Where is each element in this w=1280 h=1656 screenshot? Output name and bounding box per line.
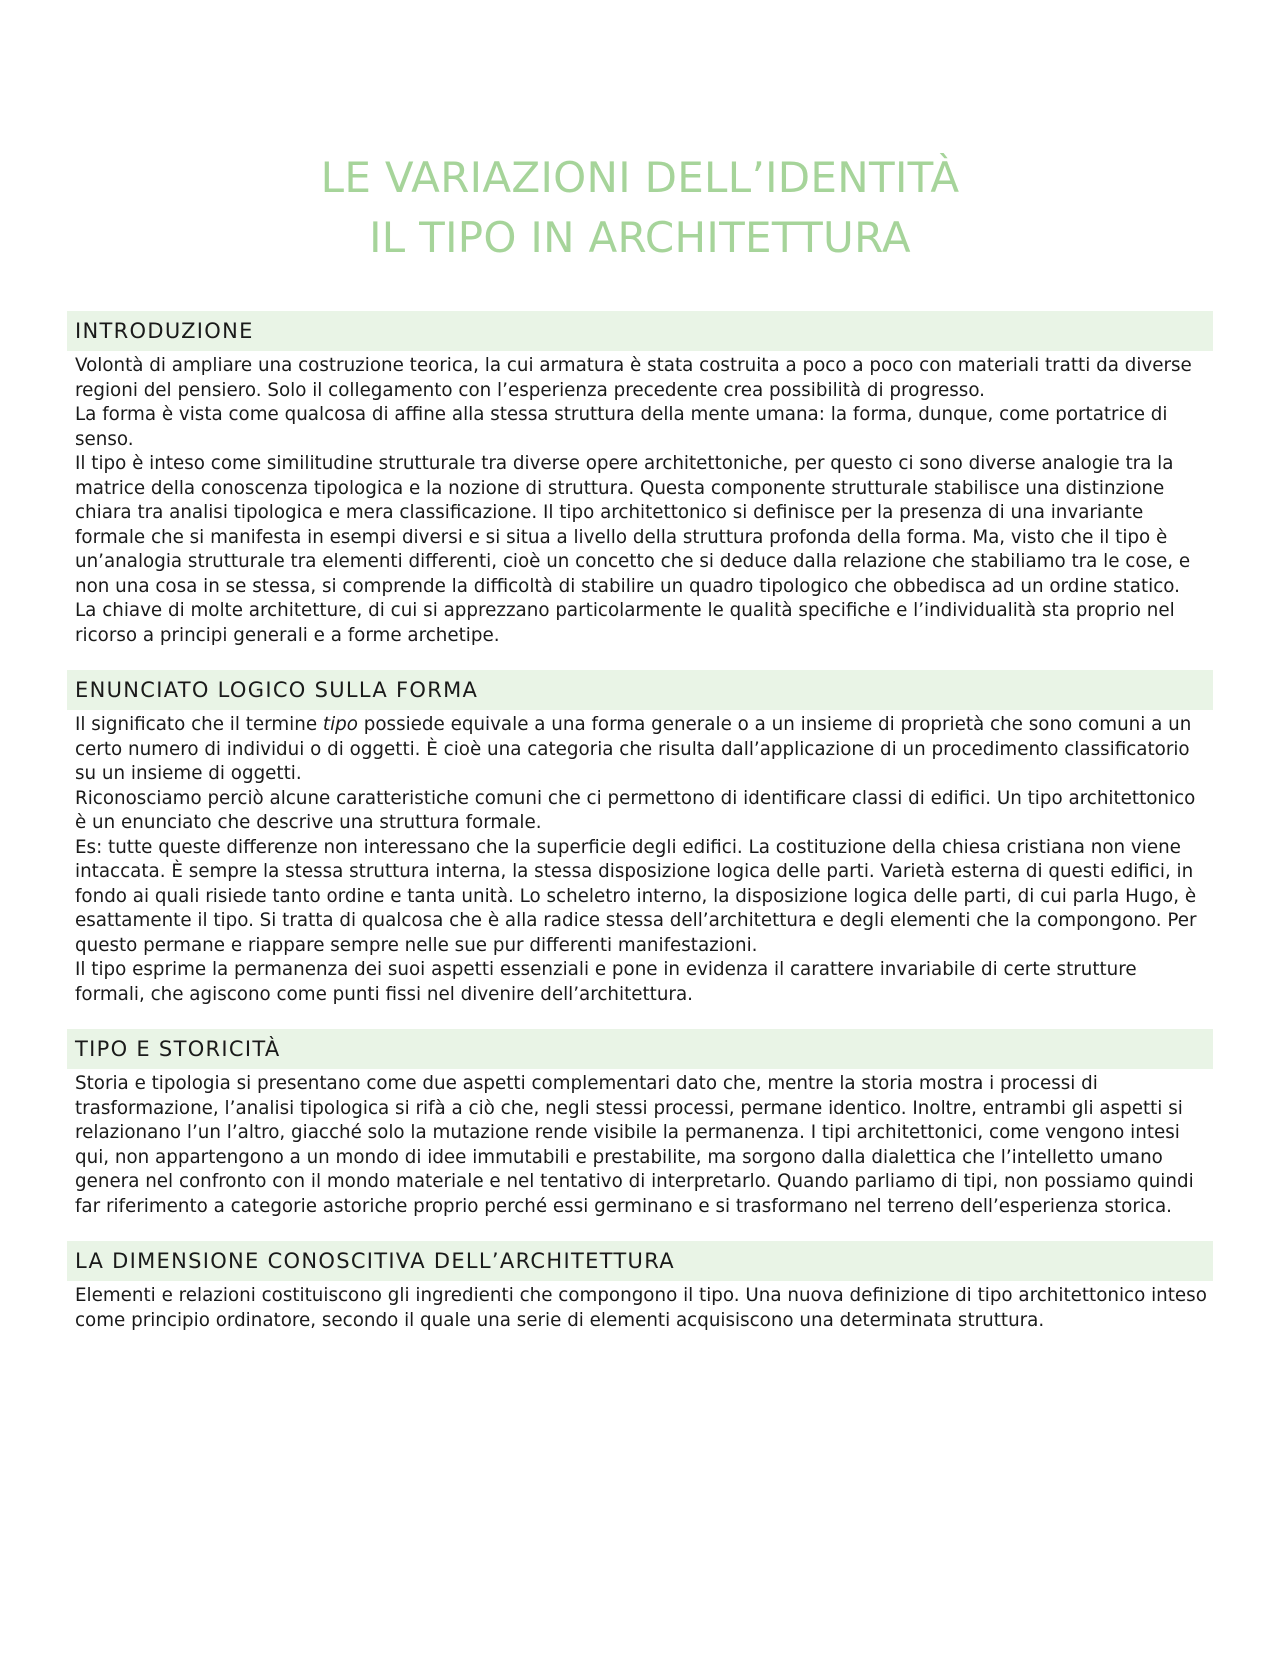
section-tipo-e-storicita bbox=[67, 1029, 1213, 1219]
page-title bbox=[0, 148, 1280, 268]
title-line-1: LE VARIAZIONI DELL’IDENTITÀ bbox=[320, 153, 960, 202]
section-introduzione bbox=[67, 311, 1213, 648]
paragraph-text: possiede equivale a una forma generale o a un insieme di proprietà che sono comuni a un certo numero di individui o di oggetti. È cioè una categoria che risulta dall’applicazione di un procedimento classificatorio su un insieme di oggetti. bbox=[75, 714, 1192, 784]
section-heading: INTRODUZIONE bbox=[67, 311, 1213, 351]
paragraph: Es: tutte queste differenze non interessano che la superficie degli edifici. La costituzione della chiesa cristiana non viene intaccata. È sempre la stessa struttura interna, la stessa disposizione logica delle parti. Varietà esterna di questi edifici, in fondo ai quali risiede tanto ordine e tanta unità. Lo scheletro interno, la disposizione logica delle parti, di cui parla Hugo, è esattamente il tipo. Si tratta di qualcosa che è alla radice stessa dell’architettura e degli elementi che la compongono. Per questo permane e riappare sempre nelle sue pur differenti manifestazioni. bbox=[75, 836, 1197, 956]
paragraph: Il tipo è inteso come similitudine strutturale tra diverse opere architettoniche, per questo ci sono diverse analogie tra la matrice della conoscenza tipologica e la nozione di struttura. Questa componente strutturale stabilisce una distinzione chiara tra analisi tipologica e mera classificazione. Il tipo architettonico si definisce per la presenza di una invariante formale che si manifesta in esempi diversi e si situa a livello della struttura profonda della forma. Ma, visto che il tipo è un’analogia strutturale tra elementi differenti, cioè un concetto che si deduce dalla relazione che stabiliamo tra le cose, e non una cosa in se stessa, si comprende la difficoltà di stabilire un quadro tipologico che obbedisca ad un ordine statico. bbox=[75, 453, 1191, 597]
section-dimensione-conoscitiva bbox=[67, 1241, 1213, 1333]
section-heading: LA DIMENSIONE CONOSCITIVA DELL’ARCHITETTURA bbox=[67, 1241, 1213, 1281]
title-line-2: IL TIPO IN ARCHITETTURA bbox=[369, 213, 911, 262]
paragraph: Volontà di ampliare una costruzione teorica, la cui armatura è stata costruita a poco a poco con materiali tratti da diverse regioni del pensiero. Solo il collegamento con l’esperienza precedente crea possibilità di progresso. bbox=[75, 355, 1192, 401]
section-enunciato-logico bbox=[67, 670, 1213, 1007]
paragraph: Storia e tipologia si presentano come due aspetti complementari dato che, mentre la storia mostra i processi di trasformazione, l’analisi tipologica si rifà a ciò che, negli stessi processi, permane identico. Inoltre, entrambi gli aspetti si relazionano l’un l’altro, giacché solo la mutazione rende visibile la permanenza. I tipi architettonici, come vengono intesi qui, non appartengono a un mondo di idee immutabili e prestabilite, ma sorgono dalla dialettica che l’intelletto umano genera nel confronto con il mondo materiale e nel tentativo di interpretarlo. Quando parliamo di tipi, non possiamo quindi far riferimento a categorie astoriche proprio perché essi germinano e si trasformano nel terreno dell’esperienza storica. bbox=[75, 1073, 1194, 1217]
paragraph: La chiave di molte architetture, di cui si apprezzano particolarmente le qualità specifiche e l’individualità sta proprio nel ricorso a principi generali e a forme archetipe. bbox=[75, 600, 1175, 646]
paragraph: La forma è vista come qualcosa di affine alla stessa struttura della mente umana: la forma, dunque, come portatrice di senso. bbox=[75, 404, 1168, 450]
document-body bbox=[67, 311, 1213, 1355]
italic-term: tipo bbox=[322, 714, 358, 735]
section-heading: ENUNCIATO LOGICO SULLA FORMA bbox=[67, 670, 1213, 710]
paragraph: Elementi e relazioni costituiscono gli ingredienti che compongono il tipo. Una nuova definizione di tipo architettonico inteso come principio ordinatore, secondo il quale una serie di elementi acquisiscono una determinata struttura. bbox=[75, 1285, 1207, 1331]
paragraph: Il tipo esprime la permanenza dei suoi aspetti essenziali e pone in evidenza il carattere invariabile di certe strutture formali, che agiscono come punti fissi nel divenire dell’architettura. bbox=[75, 959, 1137, 1005]
paragraph bbox=[67, 713, 1213, 787]
section-heading: TIPO E STORICITÀ bbox=[67, 1029, 1213, 1069]
paragraph: Riconosciamo perciò alcune caratteristiche comuni che ci permettono di identificare classi di edifici. Un tipo architettonico è un enunciato che descrive una struttura formale. bbox=[75, 787, 1196, 833]
paragraph-text: Il significato che il termine bbox=[75, 714, 323, 735]
